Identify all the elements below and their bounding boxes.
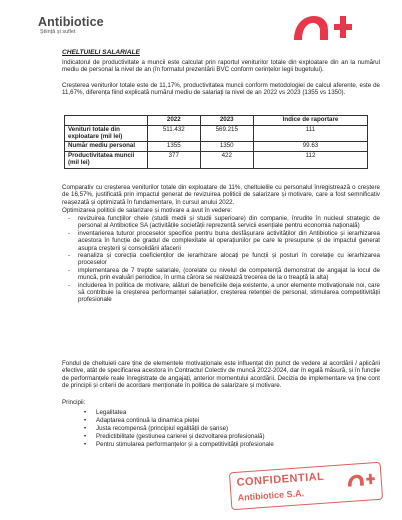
list-item: • Predictibilitate (gestiunea carierei și dezvoltarea profesională) — [80, 433, 274, 441]
list-item: • Justa recompensă (principiul egalității de șanse) — [80, 425, 274, 433]
principles-heading: Principii: — [62, 399, 86, 406]
brand-logo-icon — [290, 10, 354, 42]
cell-index: 111 — [253, 125, 367, 142]
list-item: - implementarea de 7 trepte salariale, (corelate cu nivelul de competență demonstrat de angajat la locul de muncă, prin evaluări periodice, în urma cărora se realizează trecerea de la o treaptă la alta) — [66, 267, 380, 282]
cell-2023: 1350 — [200, 142, 253, 152]
table-row — [65, 125, 368, 142]
row-label: Venituri totale din exploatare (mil lei) — [65, 125, 148, 142]
table-row — [65, 142, 368, 152]
stamp-title: CONFIDENTIAL — [236, 470, 325, 489]
table-header-cell: Indice de raportare — [253, 116, 367, 126]
list-item: • Legalitatea — [80, 409, 274, 417]
cell-2022: 511.432 — [148, 125, 201, 142]
table-header-row — [65, 116, 368, 126]
cell-index: 112 — [253, 152, 367, 169]
row-label: Număr mediu personal — [65, 142, 148, 152]
cell-2022: 377 — [148, 152, 201, 169]
list-item: - includerea în politica de motivare, alături de beneficiile deja existente, a unor elemente motivaționale noi, care să contribuie la creșterea performanței salariaților, creșterea retenției de personal, stimularea competitivității profesionale — [66, 282, 380, 304]
table-header-cell — [65, 116, 148, 126]
table-header-cell: 2022 — [148, 116, 201, 126]
list-item: - inventarierea tuturor proceselor specifice pentru buna desfășurare activităților din Antibiotice și ierarhizarea acestora în funcție de gradul de complexitate al operațiunilor pe care le presupune și de impactul generat asupra creșterii și consolidării afacerii — [66, 230, 380, 252]
table-header-cell: 2023 — [200, 116, 253, 126]
paragraph-optimization-intro: Optimizarea politicii de salarizare și motivare a avut în vedere: — [62, 207, 233, 214]
paragraph-productivity: Indicatorul de productivitate a muncii este calculat prin raportul veniturilor totale din exploatare din an la numărul mediu de personal la nivel de an (în formatul prezentării BVC conform cerințelor legii bugetului). — [62, 59, 380, 74]
list-item: • Pentru stimularea performanțelor și a competitivității profesionale — [80, 441, 274, 449]
confidential-stamp — [229, 462, 383, 511]
cell-2023: 569.215 — [200, 125, 253, 142]
list-item: • Adaptarea continuă la dinamica pieței — [80, 417, 274, 425]
company-logo-text: Antibiotice — [38, 15, 104, 29]
stamp-logo-icon — [345, 469, 376, 489]
table-row — [65, 152, 368, 169]
company-tagline: Știință și suflet — [40, 29, 76, 35]
paragraph-motivation-fund: Fondul de cheltuieli care ține de elementele motivaționale este influențat din punct de vedere al acordării / aplicării efective, atât de specificarea acestora în Contractul Colectiv de muncă 2022-2024, dar în egală măsură, și în funcție de performanțele reale înregistrate de angajați, anterior momentului acordării. Decizia de implementare va ține cont de principii și criterii de acordare menționate în politica de salarizare și motivare. — [62, 360, 380, 390]
stamp-company: Antibiotice S.A. — [237, 488, 305, 503]
cell-2022: 1355 — [148, 142, 201, 152]
paragraph-personnel-costs: Comparativ cu creșterea veniturilor totale din exploatare de 11%, cheltuielile cu personalul înregistrează o creștere de 16,57%, justificată prin impactul generat de revizuirea politicii de salarizare și motivare, care a fost semnificativ reașezată și optimizată în fundamentare, în cursul anului 2022. — [62, 184, 380, 206]
measures-list — [66, 215, 380, 304]
productivity-table — [64, 115, 368, 169]
cell-index: 99.63 — [253, 142, 367, 152]
cell-2023: 422 — [200, 152, 253, 169]
list-item: - revizuirea funcțiilor cheie (studii medii și studii superioare) din companie, înrudite în nucleul strategic de personal al Antibiotice SA (activitățile societății reprezentă servicii esențiale pentru economia națională) — [66, 215, 380, 230]
paragraph-revenue-growth: Creșterea veniturilor totale este de 11,17%, productivitatea muncii conform metodologiei de calcul aferente, este de 11,67%, diferența fiind explicată numărul mediu de salariați la nivel de an 2022 vs 2023 (1355 vs 1350). — [62, 82, 380, 97]
row-label: Productivitatea muncii (mil lei) — [65, 152, 148, 169]
section-title: CHELTUIELI SALARIALE — [62, 49, 140, 56]
principles-list — [80, 409, 274, 449]
list-item: - reanaliza și corecția coeficienților de ierarhizare alocați pe funcții și posturi în corelație cu ierarhizarea proceselor — [66, 252, 380, 267]
